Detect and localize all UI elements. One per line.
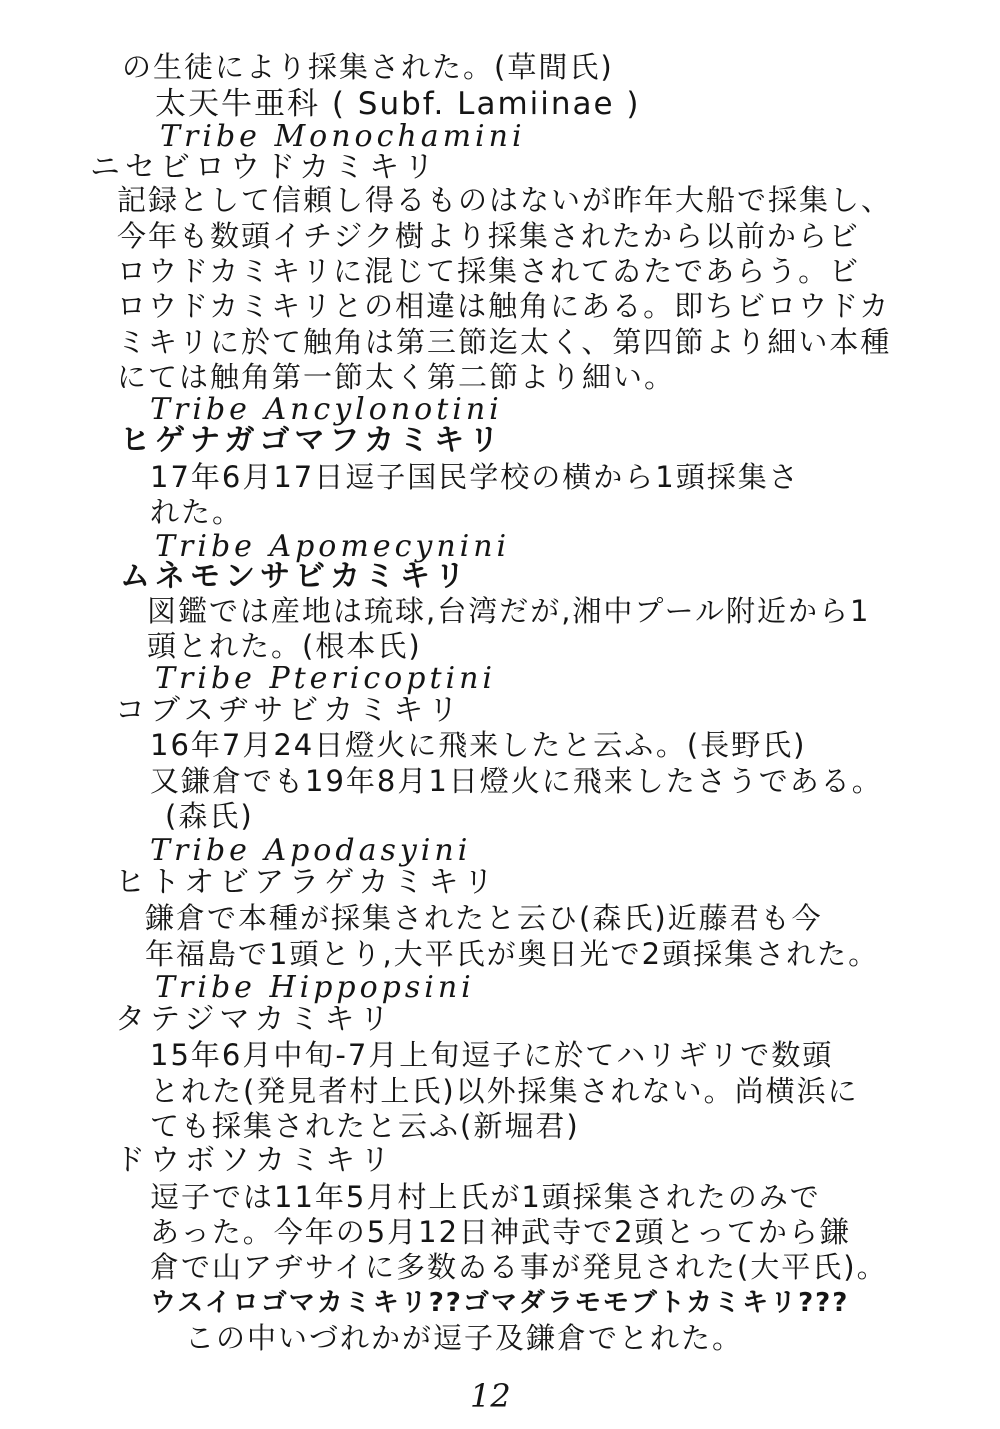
text-line: とれた(発見者村上氏)以外採集されない。尚横浜に xyxy=(150,1073,859,1108)
text-line: 15年6月中旬-7月上旬逗子に於てハリギリで数頭 xyxy=(150,1038,834,1073)
text-line: あった。今年の5月12日神武寺で2頭とってから鎌 xyxy=(150,1214,851,1249)
text-line: (森氏) xyxy=(165,798,254,833)
species-name: ニセビロウドカミキリ xyxy=(90,149,440,185)
text-line: 又鎌倉でも19年8月1日燈火に飛来したさうである。 xyxy=(150,763,883,798)
continuation-line: の生徒により採集された。(草間氏) xyxy=(122,50,614,84)
text-line: 年福島で1頭とり,大平氏が奥日光で2頭採集された。 xyxy=(145,936,880,971)
text-line: 16年7月24日燈火に飛来したと云ふ。(長野氏) xyxy=(150,728,807,763)
text-line: ミキリに於て触角は第三節迄太く、第四節より細い本種 xyxy=(117,324,892,359)
species-name: ヒトオビアラゲカミキリ xyxy=(115,864,499,900)
text-line: 記録として信頼し得るものはないが昨年大船で採集し、 xyxy=(117,183,893,218)
species-name: ムネモンサビカミキリ xyxy=(120,558,470,594)
tribe-heading: Tribe Apodasyini xyxy=(150,833,472,869)
tribe-heading: Tribe Monochamini xyxy=(160,118,526,154)
tribe-heading: Tribe Ptericoptini xyxy=(155,660,497,696)
text-line: 17年6月17日逗子国民学校の横から1頭採集さ xyxy=(150,459,800,494)
text-line: 今年も数頭イチジク樹より採集されたから以前からビ xyxy=(117,218,860,253)
text-line: 鎌倉で本種が採集されたと云ひ(森氏)近藤君も今 xyxy=(145,901,823,936)
text-line: 図鑑では産地は琉球,台湾だが,湘中プール附近から1 xyxy=(147,593,871,628)
page-number: 12 xyxy=(470,1377,511,1415)
text-line: れた。 xyxy=(150,495,244,530)
species-name: ヒゲナガゴマフカミキリ xyxy=(120,423,505,459)
species-name: コブスヂサビカミキリ xyxy=(115,692,464,728)
species-name: ウスイロゴマカミキリ??ゴマダラモモブトカミキリ??? xyxy=(150,1287,850,1318)
tribe-heading: Tribe Hippopsini xyxy=(155,970,475,1006)
species-name: ドウボソカミキリ xyxy=(115,1143,395,1179)
text-line: 逗子では11年5月村上氏が1頭採集されたのみで xyxy=(150,1179,821,1214)
text-line: 倉で山アヂサイに多数ゐる事が発見された(大平氏)。 xyxy=(150,1250,888,1285)
species-name: タテジマカミキリ xyxy=(115,1001,395,1037)
text-line: ロウドカミキリに混じて採集されてゐたであらう。ビ xyxy=(117,254,861,288)
text-line: この中いづれかが逗子及鎌倉でとれた。 xyxy=(185,1321,744,1355)
text-line: ロウドカミキリとの相違は触角にある。即ちビロウドカ xyxy=(117,289,891,324)
text-line: ても採集されたと云ふ(新堀君) xyxy=(150,1108,580,1143)
text-line: にては触角第一節太く第二節より細い。 xyxy=(117,360,676,394)
text-line: 頭とれた。(根本氏) xyxy=(147,629,422,664)
tribe-heading: Tribe Ancylonotini xyxy=(150,391,503,427)
tribe-heading: Tribe Apomecynini xyxy=(155,528,511,564)
subfamily-heading: 太天牛亜科 ( Subf. Lamiinae ) xyxy=(155,86,641,123)
